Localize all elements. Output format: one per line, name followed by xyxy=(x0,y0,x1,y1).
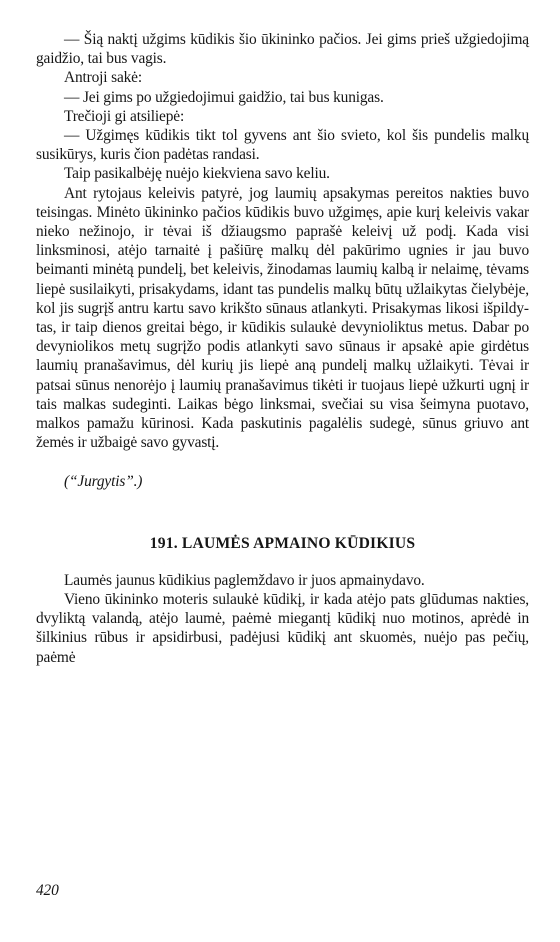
section-heading: 191. LAUMĖS APMAINO KŪDIKIUS xyxy=(149,534,416,552)
narration-second-speaks: Antroji sakė: xyxy=(64,69,142,87)
book-page xyxy=(36,30,529,920)
section-paragraph-story: Vieno ūkininko moteris sulaukė kūdikį, ir kada atėjo pats glūdumas nakties, dvyliktą valandą, atėjo laumė, paėmė miegantį kūdikį nuo motinos, aprėdė in šilkinius rūbus ir apsidirbusi, padėjusi kūdikį ant skuomės, nuėjo pas pečių, paėmė xyxy=(36,591,529,666)
section-paragraph-intro: Laumės jaunus kūdikius paglemždavo ir juos apmainydavo. xyxy=(64,571,425,589)
story-conclusion xyxy=(36,30,529,492)
dialogue-second-laume: — Jei gims po užgiedojimui gaidžio, tai bus kunigas. xyxy=(64,88,384,106)
dialogue-third-laume: — Užgimęs kūdikis tikt tol gyvens ant šio svieto, kol šis pundelis malkų susikūrys, kuris čion padėtas randasi. xyxy=(36,127,529,164)
story-source: (“Jurgytis”.) xyxy=(64,473,143,491)
narration-departure: Taip pasikalbėję nuėjo kiekviena savo keliu. xyxy=(64,165,330,183)
tale-191 xyxy=(36,534,529,667)
narration-third-speaks: Trečioji gi atsiliepė: xyxy=(64,107,185,125)
narration-next-morning: Ant rytojaus keleivis patyrė, jog laumių apsakymas pereitos nakties buvo teisingas. Minėto ūkininko pačios kūdikis buvo užgimęs, apie kurį keleivis vakar nieko nežinojo, ir tėvai iš džiaugsmo paprašė keleivį už podį. Kada visi linksminosi, atėjo tarnaitė į pašiūrę malkų dėl pakūrimo ugnies ir jau buvo beimanti minėtą pundelį, bet keleivis, žinodamas laumių kalbą ir nelaimę, tėvams liepė susilaikyti, prisakydams, idant tas pundelis malkų būtų užlaikytas čielybėje, kol jis sugrįš antru kartu savo krikšto sūnaus atlankyti. Prisakymas likosi išpildytas, ir taip dienos greitai bėgo, ir kūdikis sulaukė devynioliktus metus. Dabar po devyniolikos metų sugrįžo podis atlankyti savo sūnaus ir apsakė apie girdėtus laumių pranašavimus, dėl kurių jis liepė aną pundelį malkų užlaikyti. Tėvai ir patsai sūnus nenorėjo į laumių pranašavimus tikėti ir tuojaus liepė užkurti ugnį ir tais malkas sudeginti. Laikas bėgo linksmai, svečiai su visa šeimyna puotavo, malkos pamažu kūrinosi. Kada paskutinis pagalėlis sudegė, sūnus griuvo ant žemės ir užbaigė savo gyvastį. xyxy=(36,184,529,452)
dialogue-first-laume: — Šią naktį užgims kūdikis šio ūkininko pačios. Jei gims prieš užgiedojimą gaidžio, tai bus vagis. xyxy=(36,31,529,68)
page-number: 420 xyxy=(36,881,59,899)
